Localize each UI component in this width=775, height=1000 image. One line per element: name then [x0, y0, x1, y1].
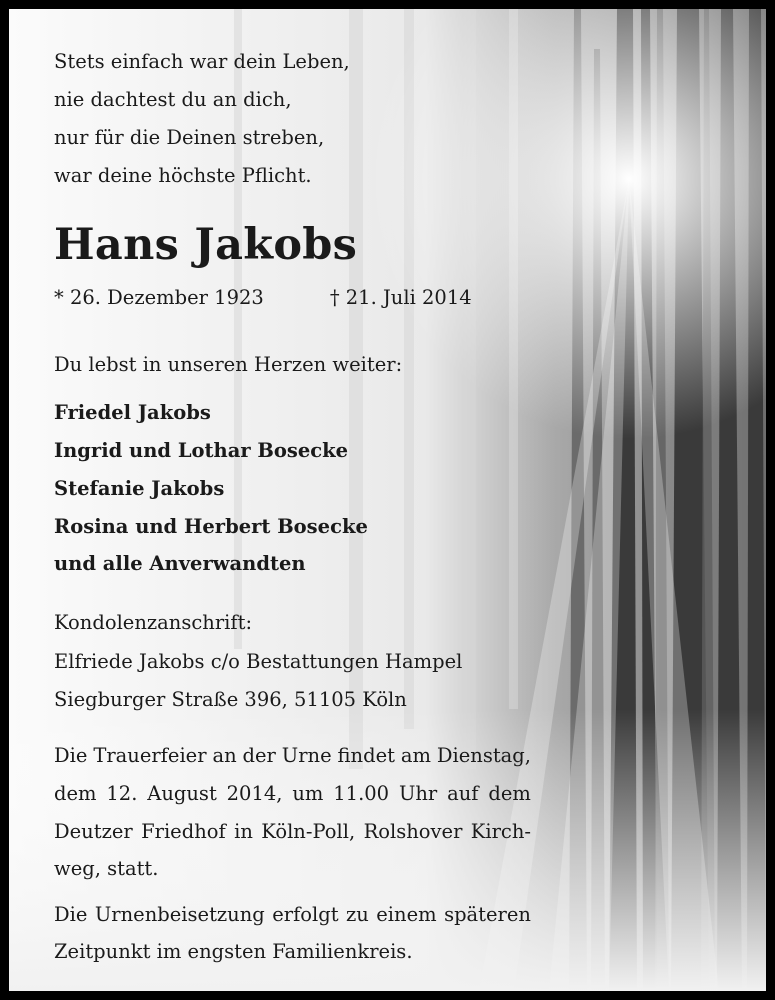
mourner-name: Rosina und Herbert Bosecke	[54, 515, 368, 538]
word: 11.00	[333, 782, 390, 805]
burial-line-2: Zeitpunkt im engsten Familienkreis.	[54, 940, 413, 963]
word: 2014,	[226, 782, 283, 805]
mourner-name: Friedel Jakobs	[54, 401, 211, 424]
condolence-address: Siegburger Straße 396, 51105 Köln	[54, 688, 407, 711]
word: Urnenbeisetzung	[94, 903, 265, 926]
condolence-address: Elfriede Jakobs c/o Bestattungen Hampel	[54, 650, 463, 673]
poem-line: nur für die Deinen streben,	[54, 126, 325, 149]
poem-line: war deine höchste Pflicht.	[54, 164, 312, 187]
death-date: † 21. Juli 2014	[329, 286, 472, 309]
word: 12.	[106, 782, 138, 805]
word: Die	[54, 744, 88, 767]
word: in	[234, 820, 253, 843]
word: erfolgt	[272, 903, 339, 926]
ceremony-line-1	[54, 744, 531, 768]
poem-line: nie dachtest du an dich,	[54, 88, 292, 111]
word: Die	[54, 903, 88, 926]
word: Friedhof	[141, 820, 226, 843]
ceremony-line-4: weg, statt.	[54, 857, 159, 880]
word: zu	[346, 903, 369, 926]
mourner-name: Ingrid und Lothar Bosecke	[54, 439, 349, 462]
condolence-label: Kondolenzanschrift:	[54, 611, 253, 634]
birth-date: * 26. Dezember 1923	[54, 286, 264, 309]
word: dem	[54, 782, 97, 805]
mourner-name: Stefanie Jakobs	[54, 477, 225, 500]
word: Kirch-	[470, 820, 531, 843]
word: findet	[337, 744, 395, 767]
word: Dienstag,	[436, 744, 531, 767]
word: Trauerfeier	[93, 744, 207, 767]
word: auf	[447, 782, 479, 805]
word: um	[292, 782, 324, 805]
word: einem	[376, 903, 437, 926]
word: am	[400, 744, 431, 767]
word: Köln-Poll,	[261, 820, 356, 843]
intro-line: Du lebst in unseren Herzen weiter:	[54, 353, 403, 376]
word: August	[147, 782, 217, 805]
word: der	[242, 744, 276, 767]
life-dates	[54, 286, 472, 310]
ceremony-line-3	[54, 820, 531, 844]
word: an	[212, 744, 237, 767]
word: dem	[488, 782, 531, 805]
word: Urne	[281, 744, 332, 767]
word: Rolshover	[363, 820, 463, 843]
word: Deutzer	[54, 820, 133, 843]
burial-line-1	[54, 903, 531, 927]
ceremony-line-2	[54, 782, 531, 806]
word: Uhr	[398, 782, 438, 805]
deceased-name: Hans Jakobs	[54, 220, 358, 270]
poem-line: Stets einfach war dein Leben,	[54, 50, 350, 73]
mourner-name: und alle Anverwandten	[54, 552, 306, 575]
word: späteren	[444, 903, 531, 926]
